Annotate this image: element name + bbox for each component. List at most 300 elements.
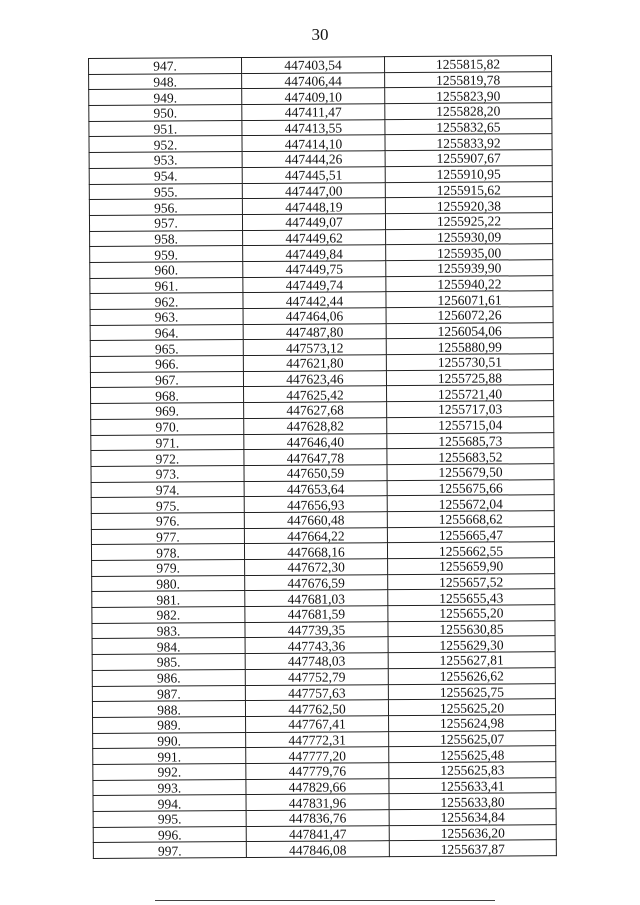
point-number-cell xyxy=(90,277,243,294)
y-coordinate-cell-text: 1255930,09 xyxy=(436,229,502,245)
x-coordinate-cell-text: 447831,96 xyxy=(288,795,347,811)
point-number-cell-text: 958. xyxy=(154,231,178,247)
y-coordinate-cell-text: 1255935,00 xyxy=(437,245,502,261)
point-number-cell xyxy=(91,544,244,561)
y-coordinate-cell xyxy=(385,71,552,88)
table-row xyxy=(91,416,554,435)
y-coordinate-cell-text: 1255625,48 xyxy=(440,747,505,763)
x-coordinate-cell-text: 447646,40 xyxy=(286,434,345,450)
table-row xyxy=(89,181,552,200)
x-coordinate-cell-text: 447487,80 xyxy=(285,324,344,340)
point-number-cell xyxy=(93,779,246,796)
y-coordinate-cell-text: 1255665,47 xyxy=(438,527,504,543)
point-number-cell-text: 951. xyxy=(153,121,178,137)
point-number-cell xyxy=(92,622,245,639)
y-coordinate-cell xyxy=(388,652,555,669)
x-coordinate-cell xyxy=(242,182,385,199)
x-coordinate-cell xyxy=(246,825,389,842)
y-coordinate-cell xyxy=(385,87,552,104)
x-coordinate-cell xyxy=(246,731,389,748)
y-coordinate-cell-text: 1255915,62 xyxy=(436,182,501,198)
y-coordinate-cell-text: 1255815,82 xyxy=(435,56,501,73)
y-coordinate-cell-text: 1256054,06 xyxy=(437,323,502,339)
point-number-cell-text: 947. xyxy=(153,58,177,74)
y-coordinate-cell-text: 1255910,95 xyxy=(436,166,501,183)
point-number-cell-text: 959. xyxy=(154,247,179,263)
point-number-cell-text: 976. xyxy=(155,513,180,529)
table-row xyxy=(93,809,556,828)
y-coordinate-cell xyxy=(386,354,553,371)
point-number-cell xyxy=(91,465,244,482)
point-number-cell xyxy=(93,842,246,859)
point-number-cell-text: 971. xyxy=(155,435,180,451)
x-coordinate-cell-text: 447414,10 xyxy=(284,136,343,152)
y-coordinate-cell xyxy=(386,228,553,245)
x-coordinate-cell-text: 447625,42 xyxy=(286,387,344,403)
x-coordinate-cell-text: 447748,03 xyxy=(287,653,346,670)
x-coordinate-cell-text: 447449,75 xyxy=(285,261,344,278)
y-coordinate-cell xyxy=(386,291,553,308)
point-number-cell-text: 991. xyxy=(157,749,182,765)
table-row xyxy=(93,715,556,734)
point-number-cell xyxy=(92,669,245,686)
x-coordinate-cell-text: 447841,47 xyxy=(289,826,347,842)
x-coordinate-cell-text: 447444,26 xyxy=(284,151,343,168)
x-coordinate-cell-text: 447779,76 xyxy=(288,763,347,780)
point-number-cell-text: 968. xyxy=(155,388,179,404)
table-row xyxy=(92,652,555,671)
point-number-cell-text: 980. xyxy=(156,576,181,592)
point-number-cell xyxy=(89,183,242,200)
point-number-cell-text: 965. xyxy=(154,341,179,357)
table-row xyxy=(90,322,553,341)
y-coordinate-cell-text: 1255925,22 xyxy=(436,213,502,230)
point-number-cell-text: 974. xyxy=(155,482,180,498)
x-coordinate-cell xyxy=(245,590,388,607)
y-coordinate-cell-text: 1255823,90 xyxy=(436,88,501,104)
x-coordinate-cell-text: 447621,80 xyxy=(286,355,344,372)
x-coordinate-cell xyxy=(246,763,389,780)
y-coordinate-cell-text: 1255721,40 xyxy=(437,386,503,402)
y-coordinate-cell-text: 1255880,99 xyxy=(437,339,502,355)
y-coordinate-cell xyxy=(388,683,555,700)
y-coordinate-cell xyxy=(386,322,553,339)
y-coordinate-cell xyxy=(386,369,553,386)
x-coordinate-cell-text: 447573,12 xyxy=(286,340,344,356)
x-coordinate-cell xyxy=(242,214,385,231)
y-coordinate-cell xyxy=(387,416,554,433)
x-coordinate-cell-text: 447411,47 xyxy=(284,104,342,121)
x-coordinate-cell-text: 447681,03 xyxy=(287,591,346,607)
y-coordinate-cell-text: 1255940,22 xyxy=(437,276,502,292)
table-row xyxy=(93,824,556,843)
y-coordinate-cell xyxy=(385,213,552,230)
y-coordinate-cell-text: 1255832,65 xyxy=(436,119,501,135)
table-row xyxy=(92,558,555,577)
y-coordinate-cell xyxy=(389,762,556,779)
table-row xyxy=(91,432,554,451)
point-number-cell-text: 955. xyxy=(153,184,178,200)
point-number-cell-text: 973. xyxy=(155,466,180,482)
y-coordinate-cell xyxy=(387,511,554,528)
point-number-cell xyxy=(91,512,244,529)
x-coordinate-cell-text: 447413,55 xyxy=(284,120,343,136)
y-coordinate-cell xyxy=(387,432,554,449)
point-number-cell-text: 948. xyxy=(153,74,178,90)
y-coordinate-cell-text: 1255833,92 xyxy=(436,135,501,151)
x-coordinate-cell xyxy=(245,574,388,591)
point-number-cell-text: 982. xyxy=(156,607,181,623)
point-number-cell xyxy=(90,371,243,388)
point-number-cell-text: 997. xyxy=(157,843,182,859)
y-coordinate-cell-text: 1255625,07 xyxy=(440,731,505,747)
table-row xyxy=(91,401,554,420)
y-coordinate-cell-text: 1255625,20 xyxy=(439,700,505,716)
y-coordinate-cell xyxy=(388,558,555,575)
x-coordinate-cell xyxy=(243,323,386,340)
y-coordinate-cell-text: 1256072,26 xyxy=(437,307,502,324)
x-coordinate-cell xyxy=(243,355,386,372)
x-coordinate-cell-text: 447403,54 xyxy=(284,57,342,74)
point-number-cell xyxy=(89,73,242,90)
point-number-cell-text: 992. xyxy=(157,764,182,780)
y-coordinate-cell xyxy=(386,244,553,261)
x-coordinate-cell-text: 447757,63 xyxy=(288,685,346,701)
point-number-cell xyxy=(92,685,245,702)
point-number-cell xyxy=(90,261,243,278)
x-coordinate-cell-text: 447623,46 xyxy=(286,371,344,387)
y-coordinate-cell-text: 1255633,80 xyxy=(440,794,505,810)
point-number-cell-text: 956. xyxy=(154,199,178,216)
y-coordinate-cell xyxy=(386,307,553,324)
x-coordinate-cell-text: 447681,59 xyxy=(287,606,346,623)
x-coordinate-cell xyxy=(242,151,385,168)
x-coordinate-cell xyxy=(244,433,387,450)
point-number-cell xyxy=(93,732,246,749)
point-number-cell-text: 961. xyxy=(154,278,179,294)
x-coordinate-cell xyxy=(243,245,386,262)
y-coordinate-cell-text: 1255668,62 xyxy=(438,511,503,528)
page-number: 30 xyxy=(311,25,329,44)
x-coordinate-cell-text: 447829,66 xyxy=(288,779,347,795)
y-coordinate-cell-text: 1255629,30 xyxy=(439,637,504,653)
point-number-cell xyxy=(90,356,243,373)
x-coordinate-cell xyxy=(246,778,389,795)
y-coordinate-cell-text: 1255939,90 xyxy=(437,260,502,277)
x-coordinate-cell xyxy=(246,716,389,733)
point-number-cell xyxy=(92,654,245,671)
y-coordinate-cell-text: 1255683,52 xyxy=(438,449,503,465)
x-coordinate-cell-text: 447653,64 xyxy=(286,481,345,497)
x-coordinate-cell-text: 447836,76 xyxy=(288,810,347,827)
x-coordinate-cell-text: 447445,51 xyxy=(284,167,343,183)
x-coordinate-cell-text: 447668,16 xyxy=(287,544,345,560)
point-number-cell-text: 967. xyxy=(155,372,179,388)
point-number-cell xyxy=(89,89,242,106)
y-coordinate-cell xyxy=(389,793,556,810)
x-coordinate-cell-text: 447449,74 xyxy=(285,277,344,293)
point-number-cell-text: 993. xyxy=(157,780,182,796)
table-row xyxy=(89,118,552,137)
x-coordinate-cell-text: 447772,31 xyxy=(288,732,346,748)
point-number-cell-text: 964. xyxy=(154,325,179,341)
x-coordinate-cell-text: 447767,41 xyxy=(288,716,346,733)
table-row xyxy=(92,620,555,639)
x-coordinate-cell xyxy=(243,370,386,387)
point-number-cell-text: 966. xyxy=(155,356,179,373)
y-coordinate-cell xyxy=(388,605,555,622)
point-number-cell-text: 952. xyxy=(153,137,178,153)
y-coordinate-cell-text: 1255637,87 xyxy=(440,841,505,857)
y-coordinate-cell-text: 1255624,98 xyxy=(439,715,505,732)
x-coordinate-cell xyxy=(245,606,388,623)
x-coordinate-cell xyxy=(245,684,388,701)
y-coordinate-cell-text: 1255907,67 xyxy=(436,150,501,167)
point-number-cell-text: 950. xyxy=(153,105,178,122)
x-coordinate-cell xyxy=(244,449,387,466)
y-coordinate-cell xyxy=(386,338,553,355)
table-row xyxy=(92,667,555,686)
table-row xyxy=(93,840,556,859)
x-coordinate-cell-text: 447442,44 xyxy=(285,293,344,309)
point-number-cell xyxy=(90,293,243,310)
y-coordinate-cell-text: 1255625,75 xyxy=(439,684,504,700)
x-coordinate-cell-text: 447650,59 xyxy=(286,465,345,482)
x-coordinate-cell xyxy=(242,166,385,183)
y-coordinate-cell xyxy=(387,401,554,418)
x-coordinate-cell-text: 447752,79 xyxy=(288,669,346,685)
point-number-cell xyxy=(89,214,242,231)
point-number-cell xyxy=(91,481,244,498)
x-coordinate-cell xyxy=(246,794,389,811)
point-number-cell xyxy=(93,826,246,843)
point-number-cell-text: 989. xyxy=(157,717,181,733)
y-coordinate-cell xyxy=(387,495,554,512)
point-number-cell xyxy=(90,230,243,247)
y-coordinate-cell xyxy=(387,448,554,465)
x-coordinate-cell-text: 447743,36 xyxy=(287,638,346,654)
table-row xyxy=(89,213,552,232)
point-number-cell xyxy=(92,591,245,608)
point-number-cell xyxy=(89,152,242,169)
point-number-cell xyxy=(89,136,242,153)
x-coordinate-cell-text: 447406,44 xyxy=(284,73,342,89)
y-coordinate-cell-text: 1255672,04 xyxy=(438,496,503,512)
point-number-cell xyxy=(90,246,243,263)
y-coordinate-cell-text: 1255655,43 xyxy=(439,590,504,606)
y-coordinate-cell xyxy=(385,134,552,151)
y-coordinate-cell xyxy=(389,746,556,763)
x-coordinate-cell xyxy=(246,841,389,858)
point-number-cell-text: 975. xyxy=(155,498,180,514)
y-coordinate-cell-text: 1255715,04 xyxy=(438,417,503,434)
x-coordinate-cell xyxy=(242,198,385,215)
x-coordinate-cell xyxy=(243,229,386,246)
x-coordinate-cell xyxy=(242,88,385,105)
point-number-cell xyxy=(91,450,244,467)
y-coordinate-cell xyxy=(389,824,556,841)
point-number-cell xyxy=(91,387,244,404)
table-row xyxy=(89,197,552,216)
x-coordinate-cell-text: 447449,62 xyxy=(285,230,343,246)
point-number-cell xyxy=(89,105,242,122)
page-bottom-divider xyxy=(155,900,495,901)
y-coordinate-cell xyxy=(388,636,555,653)
x-coordinate-cell-text: 447627,68 xyxy=(286,402,344,419)
y-coordinate-cell-text: 1255819,78 xyxy=(436,72,501,88)
x-coordinate-cell xyxy=(242,119,385,136)
y-coordinate-cell-text: 1255636,20 xyxy=(440,825,505,841)
table-row xyxy=(92,605,555,624)
point-number-cell xyxy=(92,701,245,718)
point-number-cell xyxy=(93,795,246,812)
table-row xyxy=(90,354,553,373)
y-coordinate-cell-text: 1255627,81 xyxy=(439,652,504,669)
x-coordinate-cell-text: 447672,30 xyxy=(287,559,345,576)
point-number-cell-text: 970. xyxy=(155,419,180,435)
y-coordinate-cell-text: 1255625,83 xyxy=(440,762,505,779)
table-row xyxy=(91,526,554,545)
y-coordinate-cell xyxy=(385,150,552,167)
x-coordinate-cell xyxy=(244,527,387,544)
table-row xyxy=(93,777,556,796)
point-number-cell-text: 962. xyxy=(154,294,179,310)
table-row xyxy=(93,762,556,781)
point-number-cell-text: 972. xyxy=(155,450,180,467)
y-coordinate-cell-text: 1255675,66 xyxy=(438,480,503,496)
x-coordinate-cell xyxy=(245,668,388,685)
x-coordinate-cell xyxy=(245,621,388,638)
y-coordinate-cell-text: 1255725,88 xyxy=(437,370,503,386)
y-coordinate-cell xyxy=(389,730,556,747)
x-coordinate-cell-text: 447777,20 xyxy=(288,748,346,764)
point-number-cell xyxy=(93,716,246,733)
x-coordinate-cell-text: 447647,78 xyxy=(286,449,345,466)
x-coordinate-cell xyxy=(242,104,385,121)
point-number-cell-text: 979. xyxy=(156,560,180,576)
x-coordinate-cell xyxy=(244,402,387,419)
x-coordinate-cell xyxy=(244,512,387,529)
x-coordinate-cell xyxy=(246,747,389,764)
y-coordinate-cell xyxy=(389,715,556,732)
x-coordinate-cell xyxy=(246,810,389,827)
x-coordinate-cell xyxy=(242,72,385,89)
point-number-cell-text: 957. xyxy=(154,215,178,231)
point-number-cell-text: 984. xyxy=(156,639,181,655)
y-coordinate-cell xyxy=(388,589,555,606)
point-number-cell xyxy=(92,607,245,624)
point-number-cell xyxy=(90,340,243,357)
table-row xyxy=(91,464,554,483)
point-number-cell xyxy=(91,528,244,545)
y-coordinate-cell xyxy=(387,542,554,559)
y-coordinate-cell-text: 1255634,84 xyxy=(440,809,505,826)
y-coordinate-cell xyxy=(385,103,552,120)
x-coordinate-cell-text: 447676,59 xyxy=(287,575,345,591)
y-coordinate-cell xyxy=(386,275,553,292)
y-coordinate-cell-text: 1255633,41 xyxy=(440,778,505,794)
x-coordinate-cell xyxy=(245,637,388,654)
point-number-cell-text: 985. xyxy=(156,654,181,671)
y-coordinate-cell-text: 1255655,20 xyxy=(439,605,504,622)
x-coordinate-cell-text: 447664,22 xyxy=(287,528,345,544)
table-row xyxy=(91,511,554,530)
point-number-cell-text: 994. xyxy=(157,796,182,812)
table-row xyxy=(90,275,553,294)
x-coordinate-cell xyxy=(242,57,385,74)
table-row xyxy=(89,103,552,122)
y-coordinate-cell xyxy=(388,699,555,716)
table-row xyxy=(89,165,552,184)
y-coordinate-cell xyxy=(388,667,555,684)
x-coordinate-cell-text: 447660,48 xyxy=(287,512,345,529)
x-coordinate-cell-text: 447464,06 xyxy=(285,308,344,325)
point-number-cell-text: 954. xyxy=(153,168,178,184)
point-number-cell-text: 988. xyxy=(157,701,181,718)
point-number-cell-text: 981. xyxy=(156,592,181,608)
y-coordinate-cell xyxy=(387,464,554,481)
y-coordinate-cell-text: 1255717,03 xyxy=(438,401,503,418)
point-number-cell xyxy=(92,575,245,592)
point-number-cell xyxy=(93,811,246,828)
point-number-cell-text: 995. xyxy=(157,811,182,827)
table-row xyxy=(91,448,554,467)
x-coordinate-cell xyxy=(243,276,386,293)
point-number-cell xyxy=(89,58,242,75)
x-coordinate-cell-text: 447739,35 xyxy=(287,622,346,638)
point-number-cell-text: 953. xyxy=(153,152,178,169)
y-coordinate-cell-text: 1255630,85 xyxy=(439,621,504,637)
table-row xyxy=(90,307,553,326)
y-coordinate-cell xyxy=(389,840,556,857)
x-coordinate-cell xyxy=(243,261,386,278)
y-coordinate-cell xyxy=(389,809,556,826)
point-number-cell-text: 986. xyxy=(156,670,181,686)
y-coordinate-cell-text: 1255730,51 xyxy=(437,354,502,371)
x-coordinate-cell xyxy=(245,653,388,670)
point-number-cell-text: 987. xyxy=(157,686,181,702)
point-number-cell xyxy=(93,748,246,765)
y-coordinate-cell xyxy=(385,181,552,198)
point-number-cell xyxy=(91,418,244,435)
x-coordinate-cell xyxy=(244,465,387,482)
x-coordinate-cell-text: 447628,82 xyxy=(286,418,344,434)
x-coordinate-cell-text: 447449,07 xyxy=(285,214,343,231)
table-row xyxy=(91,479,554,498)
y-coordinate-cell-text: 1255920,38 xyxy=(436,198,502,214)
y-coordinate-cell-text: 1255679,50 xyxy=(438,464,503,481)
y-coordinate-cell-text: 1255626,62 xyxy=(439,668,504,685)
x-coordinate-cell-text: 447409,10 xyxy=(284,89,342,105)
x-coordinate-cell xyxy=(243,308,386,325)
x-coordinate-cell-text: 447448,19 xyxy=(285,198,343,215)
point-number-cell-text: 960. xyxy=(154,262,179,278)
table-row xyxy=(92,573,555,592)
table-row xyxy=(89,71,552,90)
point-number-cell xyxy=(89,167,242,184)
y-coordinate-cell xyxy=(385,118,552,135)
y-coordinate-cell xyxy=(387,479,554,496)
y-coordinate-cell xyxy=(386,260,553,277)
x-coordinate-cell-text: 447762,50 xyxy=(288,700,346,717)
point-number-cell xyxy=(89,199,242,216)
y-coordinate-cell-text: 1255828,20 xyxy=(436,103,501,120)
x-coordinate-cell xyxy=(245,700,388,717)
point-number-cell xyxy=(93,763,246,780)
x-coordinate-cell xyxy=(244,496,387,513)
table-row xyxy=(93,730,556,749)
y-coordinate-cell xyxy=(384,56,551,73)
